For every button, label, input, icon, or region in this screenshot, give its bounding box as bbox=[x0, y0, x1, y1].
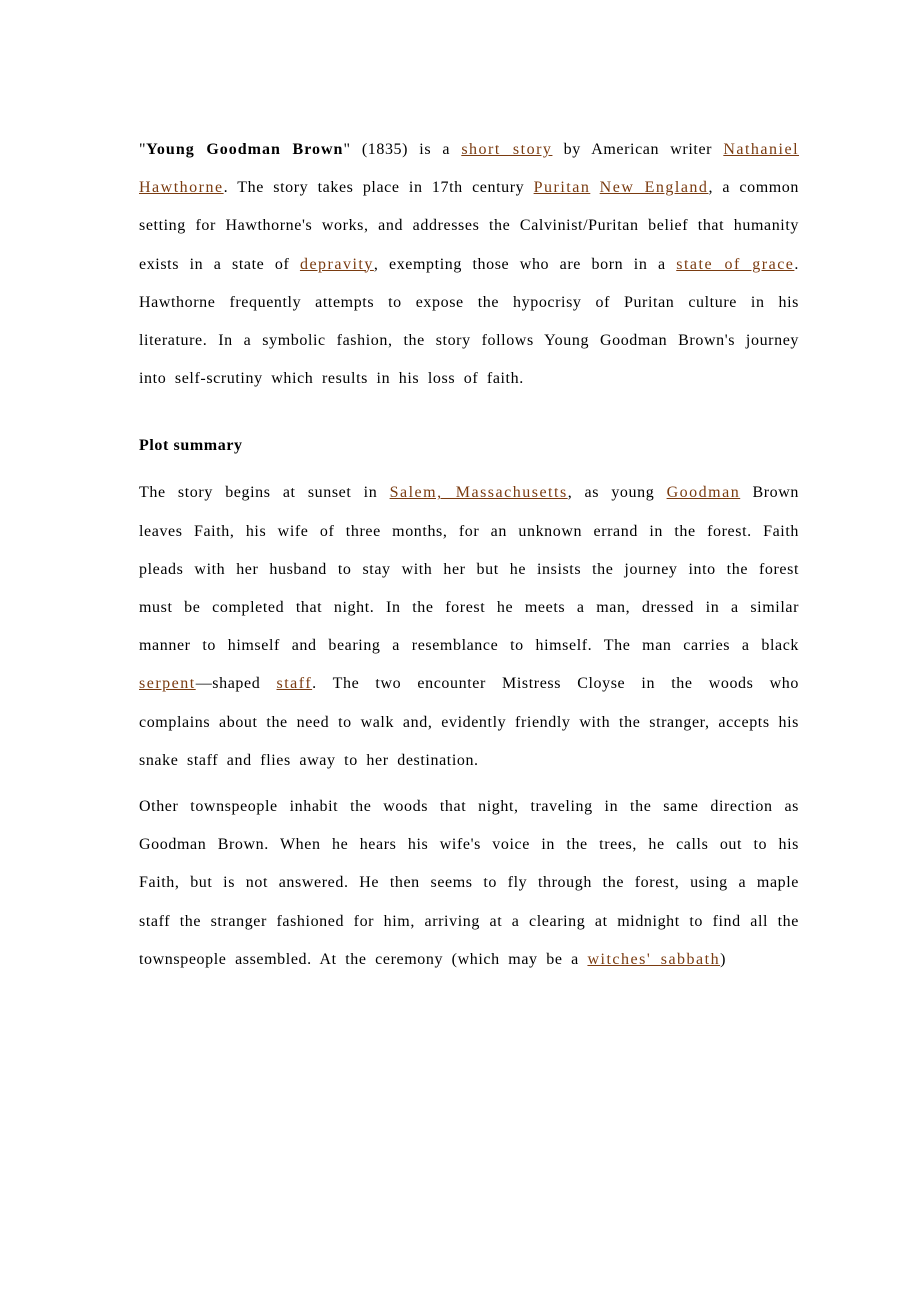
story-title: Young Goodman Brown bbox=[146, 141, 344, 158]
link-witches-sabbath[interactable]: witches' sabbath bbox=[587, 950, 721, 968]
plot-text: Brown leaves Faith, his wife of three months, for an unknown errand in the forest. Faith pleads with her husband to stay with her but he insists the journey into the forest must be completed that night. In the forest he meets a man, dressed in a similar manner to himself and bearing a resemblance to himself. The man carries a black bbox=[139, 484, 800, 655]
plot-text: —shaped bbox=[195, 675, 277, 693]
plot-text: . The two encounter Mistress Cloyse in the woods who complains about the need to walk and, evidently friendly with the stranger, accepts his snake staff and flies away to her destination. bbox=[139, 675, 799, 769]
link-salem-massachusetts[interactable]: Salem, Massachusetts bbox=[389, 484, 568, 502]
intro-text: . The story takes place in 17th century bbox=[223, 179, 534, 197]
intro-text: . Hawthorne frequently attempts to expose the hypocrisy of Puritan culture in his literature. In a symbolic fashion, the story follows Young Goodman Brown's journey into self-scrutiny which results in his loss of faith. bbox=[139, 255, 799, 388]
section-heading-plot-summary: Plot summary bbox=[139, 437, 243, 455]
link-short-story[interactable]: short story bbox=[461, 141, 553, 158]
intro-text: , a common setting for Hawthorne's works, and addresses the Calvinist/Puritan belief that humanity exists in a state of bbox=[139, 179, 800, 273]
intro-text: (1835) is a bbox=[350, 141, 462, 158]
link-serpent[interactable]: serpent bbox=[139, 675, 196, 693]
intro-paragraph bbox=[139, 131, 799, 398]
open-quote: " bbox=[139, 141, 147, 158]
close-quote: " bbox=[343, 141, 351, 158]
plot-paragraph-1 bbox=[139, 474, 799, 780]
plot-text: Other townspeople inhabit the woods that night, traveling in the same direction as Goodman Brown. When he hears his wife's voice in the trees, he calls out to his Faith, but is not answered. He then seems to fly through the forest, using a maple staff the stranger fashioned for him, arriving at a clearing at midnight to find all the townspeople assembled. At the ceremony (which may be a bbox=[139, 798, 799, 968]
link-goodman[interactable]: Goodman bbox=[666, 484, 741, 502]
link-nathaniel-hawthorne[interactable]: Nathaniel Hawthorne bbox=[139, 141, 800, 197]
intro-text: by American writer bbox=[552, 141, 724, 158]
link-puritan[interactable]: Puritan bbox=[533, 179, 591, 197]
intro-text: , exempting those who are born in a bbox=[373, 255, 677, 273]
article-body bbox=[139, 131, 799, 979]
plot-text: , as young bbox=[567, 484, 667, 502]
link-depravity[interactable]: depravity bbox=[299, 255, 374, 273]
link-staff[interactable]: staff bbox=[276, 675, 313, 693]
link-new-england[interactable]: New England bbox=[599, 179, 709, 197]
plot-paragraph-2 bbox=[139, 788, 799, 979]
plot-text: The story begins at sunset in bbox=[139, 484, 390, 502]
link-state-of-grace[interactable]: state of grace bbox=[676, 255, 795, 273]
intro-text bbox=[590, 179, 599, 196]
plot-text: ) bbox=[720, 950, 727, 968]
